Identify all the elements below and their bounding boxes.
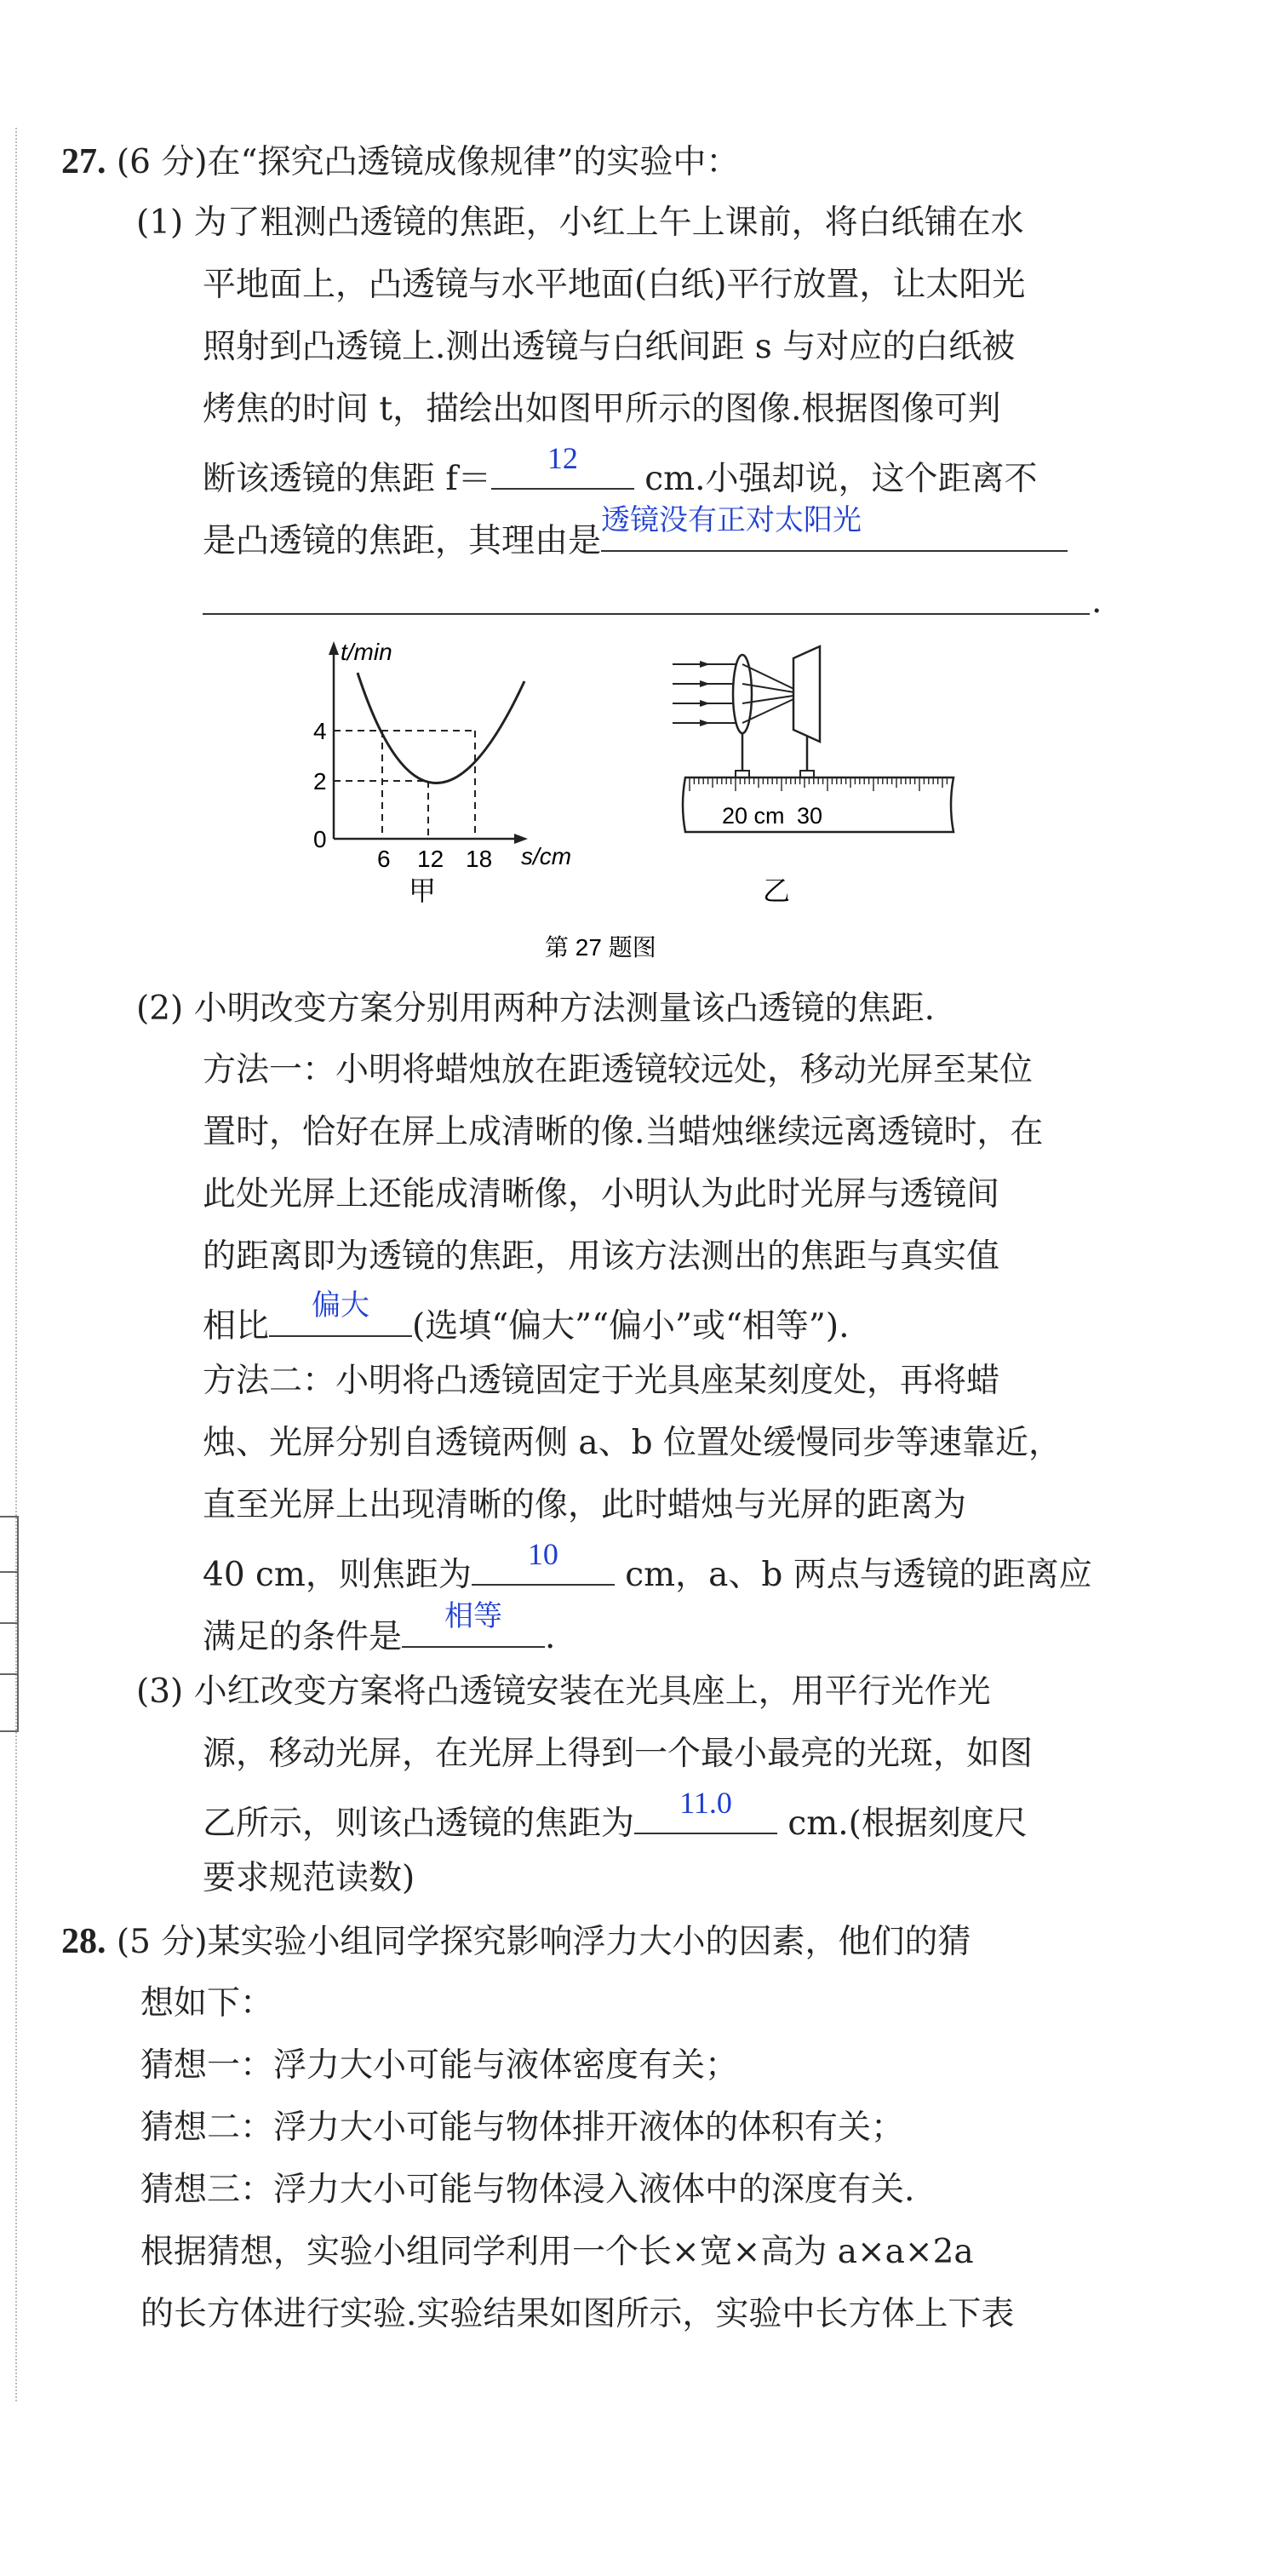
q27-p1-line6 — [203, 503, 1068, 563]
method1-answer: 偏大 — [312, 1288, 370, 1322]
margin-table-row — [0, 1622, 19, 1624]
q27-p1-line2: 平地面上，凸透镜与水平地面(白纸)平行放置，让太阳光 — [203, 266, 1026, 304]
q27-p2-m2-line4 — [203, 1537, 1092, 1597]
q27-p1-text1: 为了粗测凸透镜的焦距，小红上午上课前，将白纸铺在水 — [193, 204, 1024, 242]
q27-p2-intro — [136, 988, 935, 1030]
q27-p3-line3 — [203, 1786, 1028, 1845]
ray-arrow — [700, 661, 710, 668]
q27-p2-m2-line5 — [203, 1599, 556, 1659]
q28-line2: 想如下： — [140, 1984, 274, 2022]
q27-p1-line7-end: . — [1091, 582, 1102, 621]
q27-p2-m2-text5a: 满足的条件是 — [203, 1618, 403, 1656]
x-tick-label-6: 6 — [377, 846, 391, 872]
q28-line3: 根据猜想，实验小组同学利用一个长×宽×高为 a×a×2a — [140, 2233, 974, 2271]
q27-header — [61, 141, 739, 184]
q27-p2-m2-line2: 烛、光屏分别自透镜两侧 a、b 位置处缓慢同步等速靠近， — [203, 1424, 1062, 1462]
optical-bench-yi — [673, 646, 953, 906]
method2-condition-answer: 相等 — [444, 1599, 503, 1633]
q27-p2-m1-line2: 置时，恰好在屏上成清晰的像.当蜡烛继续远离透镜时，在 — [203, 1113, 1044, 1151]
q27-p1-label: (1) — [136, 204, 184, 242]
bench-focal-blank[interactable] — [634, 1786, 777, 1834]
reason-blank-continuation[interactable] — [203, 613, 1090, 615]
y-axis-arrow — [329, 641, 339, 655]
focal-length-answer: 12 — [547, 441, 578, 475]
q27-p1-text6a: 是凸透镜的焦距，其理由是 — [203, 522, 602, 560]
reason-answer: 透镜没有正对太阳光 — [601, 503, 862, 537]
q27-p2-m1-text5b: (选填“偏大”“偏小”或“相等”). — [412, 1307, 850, 1345]
q27-p1-line5 — [203, 441, 1038, 501]
x-tick-label-12: 12 — [417, 846, 444, 872]
ray-arrow — [700, 680, 710, 687]
q27-p2-m1-line1: 方法一：小明将蜡烛放在距透镜较远处，移动光屏至某位 — [203, 1051, 1034, 1089]
q27-p2-m1-line4: 的距离即为透镜的焦距，用该方法测出的焦距与真实值 — [203, 1237, 1000, 1276]
bench-caption: 乙 — [763, 875, 791, 906]
method2-focal-blank[interactable] — [472, 1537, 615, 1586]
q27-p2-m1-text5a: 相比 — [203, 1307, 270, 1345]
reason-blank[interactable] — [601, 503, 1068, 552]
y-tick-label-2: 2 — [313, 768, 327, 795]
q27-p2-m1-line5 — [203, 1288, 850, 1348]
graph-jia — [313, 639, 571, 906]
ray-arrow — [700, 720, 710, 726]
q28-line4: 的长方体进行实验.实验结果如图所示，实验中长方体上下表 — [140, 2295, 1015, 2333]
margin-table-row — [0, 1571, 19, 1573]
ray-arrow — [700, 700, 710, 707]
q27-p1-text5a: 断该透镜的焦距 f＝ — [203, 460, 491, 498]
figure-title: 第 27 题图 — [545, 934, 656, 961]
q27-p3-text1: 小红改变方案将凸透镜安装在光具座上，用平行光作光 — [193, 1672, 991, 1711]
q28-guess3: 猜想三：浮力大小可能与物体浸入液体中的深度有关. — [140, 2171, 915, 2209]
figure-27 — [289, 634, 971, 967]
q27-p3-line4: 要求规范读数) — [203, 1859, 415, 1897]
margin-rule — [15, 128, 17, 2401]
q27-p1-line4: 烤焦的时间 t，描绘出如图甲所示的图像.根据图像可判 — [203, 390, 1001, 428]
bench-focal-answer: 11.0 — [679, 1786, 732, 1820]
ruler-label-30: 30 — [797, 803, 823, 829]
q27-p2-m1-line3: 此处光屏上还能成清晰像，小明认为此时光屏与透镜间 — [203, 1175, 1000, 1213]
q28-guess1: 猜想一：浮力大小可能与液体密度有关； — [140, 2046, 739, 2085]
q27-p2-m2-line1: 方法二：小明将凸透镜固定于光具座某刻度处，再将蜡 — [203, 1362, 1000, 1400]
origin-label: 0 — [313, 826, 327, 852]
y-axis-label: t/min — [341, 639, 392, 665]
q27-p3-text3a: 乙所示，则该凸透镜的焦距为 — [203, 1804, 635, 1843]
q28-number: 28. — [61, 1922, 106, 1961]
q27-p3-line2: 源，移动光屏，在光屏上得到一个最小最亮的光斑，如图 — [203, 1735, 1034, 1773]
x-tick-label-18: 18 — [466, 846, 493, 872]
q27-p2-label: (2) — [136, 990, 184, 1028]
light-screen — [793, 646, 820, 742]
q27-p2-m2-text4b: cm，a、b 两点与透镜的距离应 — [625, 1556, 1092, 1594]
graph-caption: 甲 — [409, 875, 437, 906]
q27-p2-intro-text: 小明改变方案分别用两种方法测量该凸透镜的焦距. — [193, 990, 936, 1028]
q27-intro: (6 分)在“探究凸透镜成像规律”的实验中： — [116, 143, 740, 181]
q27-p3-line1 — [136, 1671, 991, 1713]
q27-p1-line3: 照射到凸透镜上.测出透镜与白纸间距 s 与对应的白纸被 — [203, 328, 1016, 366]
q27-p2-m2-text5b: . — [545, 1618, 556, 1656]
method1-blank[interactable] — [269, 1288, 412, 1337]
q27-p1-text5b: cm.小强却说，这个距离不 — [644, 460, 1038, 498]
x-axis-label: s/cm — [521, 843, 572, 869]
q27-p3-label: (3) — [136, 1672, 184, 1711]
q27-p1-line1 — [136, 202, 1024, 244]
q28-guess2: 猜想二：浮力大小可能与物体排开液体的体积有关； — [140, 2108, 905, 2147]
ruler-label-20cm: 20 cm — [722, 803, 785, 829]
q28-line1 — [61, 1920, 971, 1964]
q27-p2-m2-line3: 直至光屏上出现清晰的像，此时蜡烛与光屏的距离为 — [203, 1486, 967, 1524]
method2-focal-answer: 10 — [527, 1537, 558, 1571]
q27-p2-m2-text4a: 40 cm，则焦距为 — [203, 1556, 472, 1594]
focal-length-blank[interactable] — [491, 441, 634, 490]
margin-table-edge — [0, 1516, 19, 1732]
q27-number: 27. — [61, 142, 106, 181]
method2-condition-blank[interactable] — [402, 1599, 545, 1648]
q28-text1: (5 分)某实验小组同学探究影响浮力大小的因素，他们的猜 — [116, 1923, 971, 1961]
margin-table-row — [0, 1673, 19, 1675]
q27-p3-text3b: cm.(根据刻度尺 — [787, 1804, 1028, 1843]
y-tick-label-4: 4 — [313, 718, 327, 744]
